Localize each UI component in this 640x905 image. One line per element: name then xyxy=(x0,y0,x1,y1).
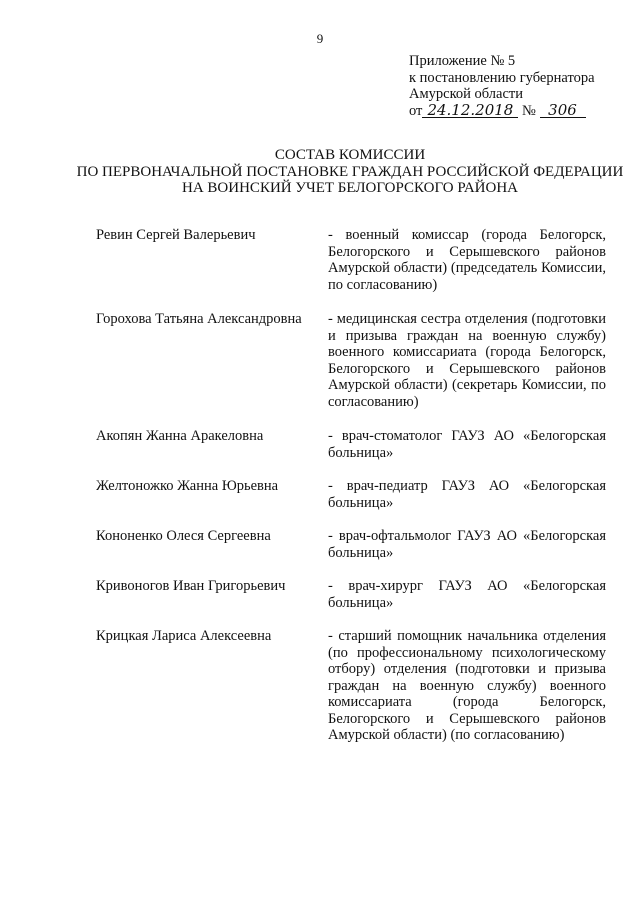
member-entry xyxy=(96,227,606,293)
appendix-date-line xyxy=(409,100,634,120)
member-role: - врач-стоматолог ГАУЗ АО «Белогорская больница» xyxy=(328,428,606,461)
handwritten-date: 24.12.2018 xyxy=(422,103,518,118)
member-entry xyxy=(96,311,606,410)
member-name: Ревин Сергей Валерьевич xyxy=(96,227,256,243)
title-line-2: ПО ПЕРВОНАЧАЛЬНОЙ ПОСТАНОВКЕ ГРАЖДАН РОССИЙСКОЙ ФЕДЕРАЦИИ xyxy=(76,163,624,180)
member-name: Горохова Татьяна Александровна xyxy=(96,311,302,327)
member-name: Кононенко Олеся Сергеевна xyxy=(96,528,271,544)
member-role: - медицинская сестра отделения (подготовки и призыва граждан на военную службу) военного комиссариата (города Белогорск, Белогорского и Серышевского районов Амурской области) (секретарь Комиссии, по согласованию) xyxy=(328,311,606,410)
member-entry xyxy=(96,428,606,461)
member-name: Акопян Жанна Аракеловна xyxy=(96,428,264,444)
member-role: - военный комиссар (города Белогорск, Белогорского и Серышевского районов Амурской области) (председатель Комиссии, по согласованию) xyxy=(328,227,606,293)
appendix-line-1: Приложение № 5 xyxy=(409,53,516,69)
page-number: 9 xyxy=(316,31,324,46)
member-entry xyxy=(96,628,606,744)
date-prefix: от xyxy=(409,102,423,119)
title-line-3: НА ВОИНСКИЙ УЧЕТ БЕЛОГОРСКОГО РАЙОНА xyxy=(182,180,518,196)
member-name: Кривоногов Иван Григорьевич xyxy=(96,578,286,594)
member-entry xyxy=(96,528,606,561)
member-name: Крицкая Лариса Алексеевна xyxy=(96,628,272,644)
document-title xyxy=(40,147,640,197)
appendix-line-3: Амурской области xyxy=(409,86,523,102)
member-role: - врач-педиатр ГАУЗ АО «Белогорская больница» xyxy=(328,478,606,511)
member-role: - врач-офтальмолог ГАУЗ АО «Белогорская больница» xyxy=(328,528,606,561)
member-role: - старший помощник начальника отделения (по профессиональному психологическому отбору) отделения (подготовки и призыва граждан на военную службу) военного комиссариата (города Белогорск, Белогорского и Серышевского районов Амурской области) (по согласованию) xyxy=(328,628,606,743)
commission-members-list xyxy=(96,227,606,744)
member-role: - врач-хирург ГАУЗ АО «Белогорская больница» xyxy=(328,578,606,611)
appendix-header xyxy=(409,53,634,119)
appendix-line-2: к постановлению губернатора xyxy=(409,69,595,86)
handwritten-number: 306 xyxy=(540,103,586,118)
member-name: Желтоножко Жанна Юрьевна xyxy=(96,478,279,494)
title-line-1: СОСТАВ КОМИССИИ xyxy=(274,147,426,163)
number-prefix: № xyxy=(522,102,536,119)
member-entry xyxy=(96,478,606,511)
member-entry xyxy=(96,578,606,611)
